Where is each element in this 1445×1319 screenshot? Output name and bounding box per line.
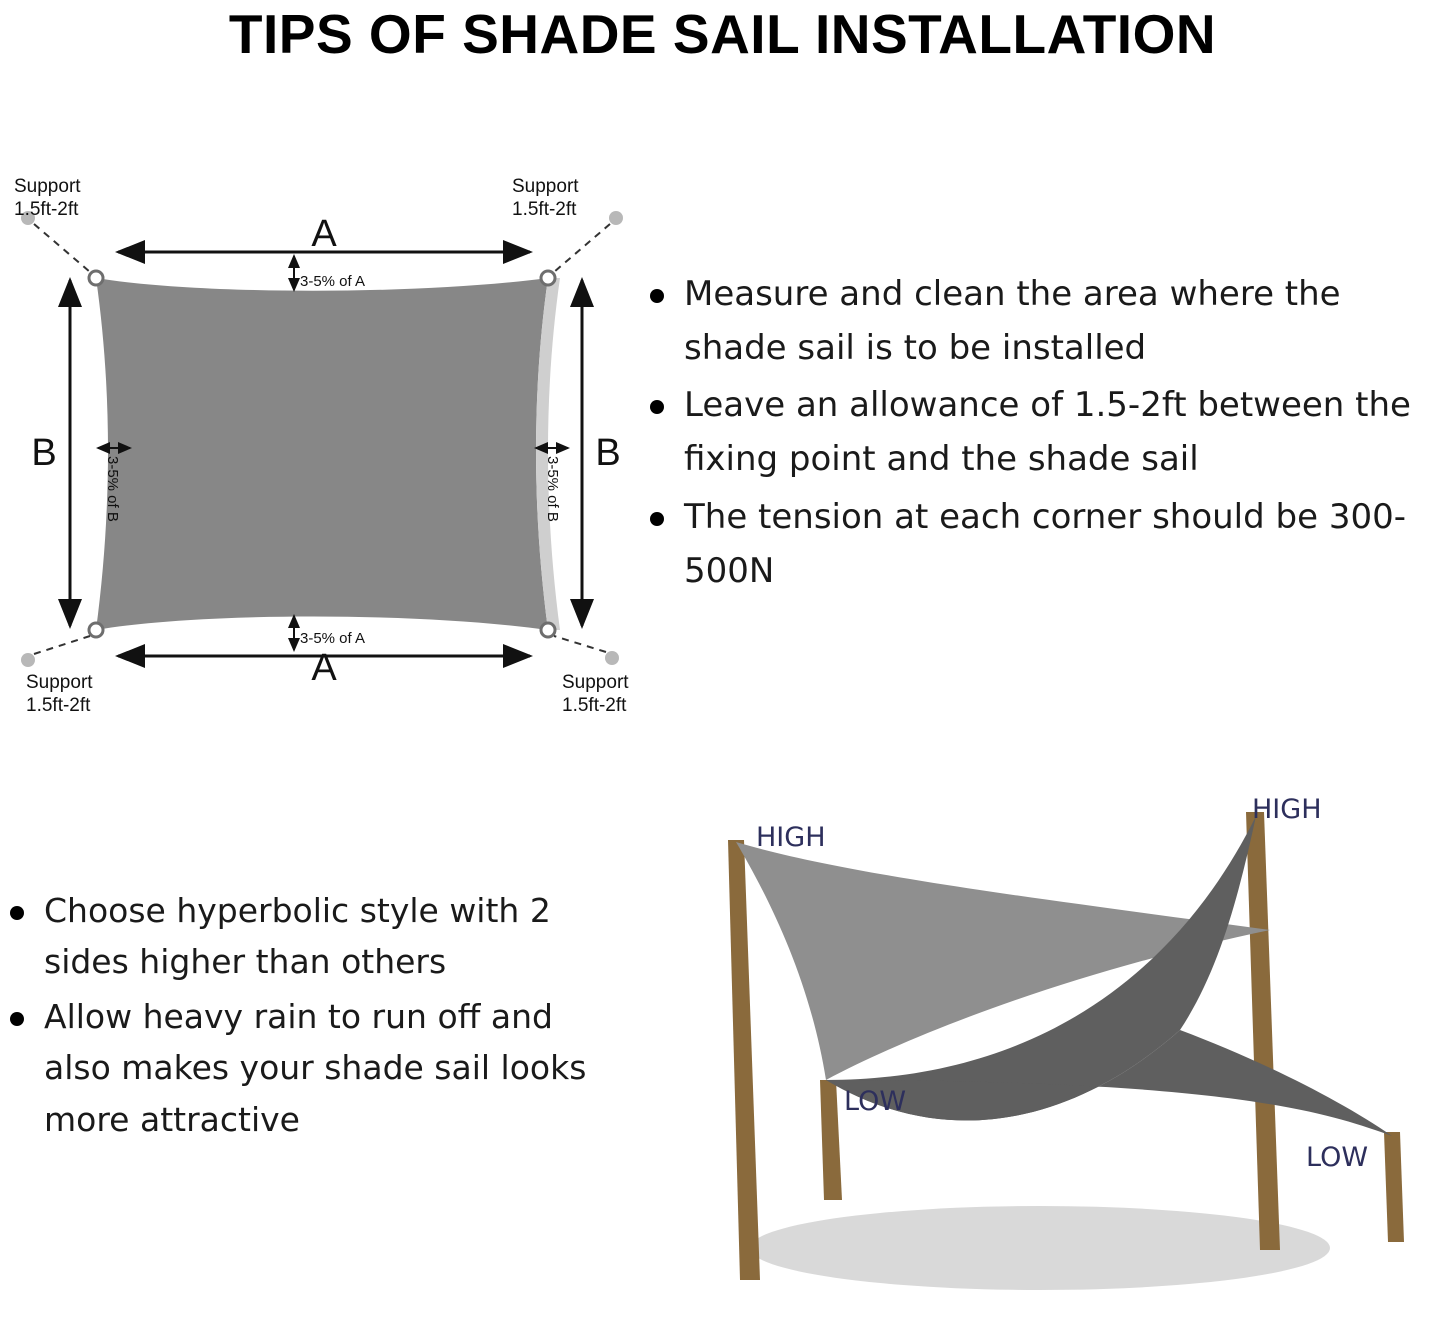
tips-list-bottom (0, 885, 620, 1149)
label-high-right: HIGH (1252, 794, 1322, 825)
label-low-left: LOW (844, 1086, 907, 1117)
curve-right-label: 3-5% of B (544, 456, 561, 522)
hyperbolic-sail-illustration (620, 780, 1445, 1319)
ground-shadow (750, 1206, 1330, 1290)
rectangular-sail-diagram (0, 160, 680, 740)
support-label-top-left: Support (14, 176, 81, 197)
support-label-bottom-right: Support (562, 672, 629, 693)
dim-b-left-label: B (31, 432, 57, 474)
support-label-top-right: Support (512, 176, 579, 197)
list-item: Allow heavy rain to run off and also makes your shade sail looks more attractive (0, 991, 620, 1144)
sail-shape (96, 278, 548, 630)
dim-a-bottom-label: A (311, 647, 337, 689)
page-title: TIPS OF SHADE SAIL INSTALLATION (228, 3, 1217, 65)
support-label-bottom-left-2: 1.5ft-2ft (26, 695, 91, 716)
support-label-top-right-2: 1.5ft-2ft (512, 199, 577, 220)
post-low-right (1384, 1132, 1404, 1242)
post-low-left (820, 1080, 842, 1200)
tips-list-top (640, 268, 1445, 602)
curve-bottom-label: 3-5% of A (300, 630, 366, 647)
label-high-left: HIGH (756, 822, 826, 853)
label-low-right: LOW (1306, 1142, 1369, 1173)
post-high-left (728, 840, 760, 1280)
list-item: Measure and clean the area where the shade sail is to be installed (640, 268, 1445, 375)
dim-b-right-label: B (595, 432, 621, 474)
list-item: Leave an allowance of 1.5-2ft between the fixing point and the shade sail (640, 379, 1445, 486)
curve-top-label: 3-5% of A (300, 273, 366, 290)
list-item: The tension at each corner should be 300-500N (640, 491, 1445, 598)
support-label-bottom-right-2: 1.5ft-2ft (562, 695, 627, 716)
support-label-bottom-left: Support (26, 672, 93, 693)
post-high-right (1246, 812, 1280, 1250)
curve-left-label: 3-5% of B (104, 456, 121, 522)
list-item: Choose hyperbolic style with 2 sides higher than others (0, 885, 620, 987)
dim-a-top-label: A (311, 213, 337, 255)
support-label-top-left-2: 1.5ft-2ft (14, 199, 79, 220)
